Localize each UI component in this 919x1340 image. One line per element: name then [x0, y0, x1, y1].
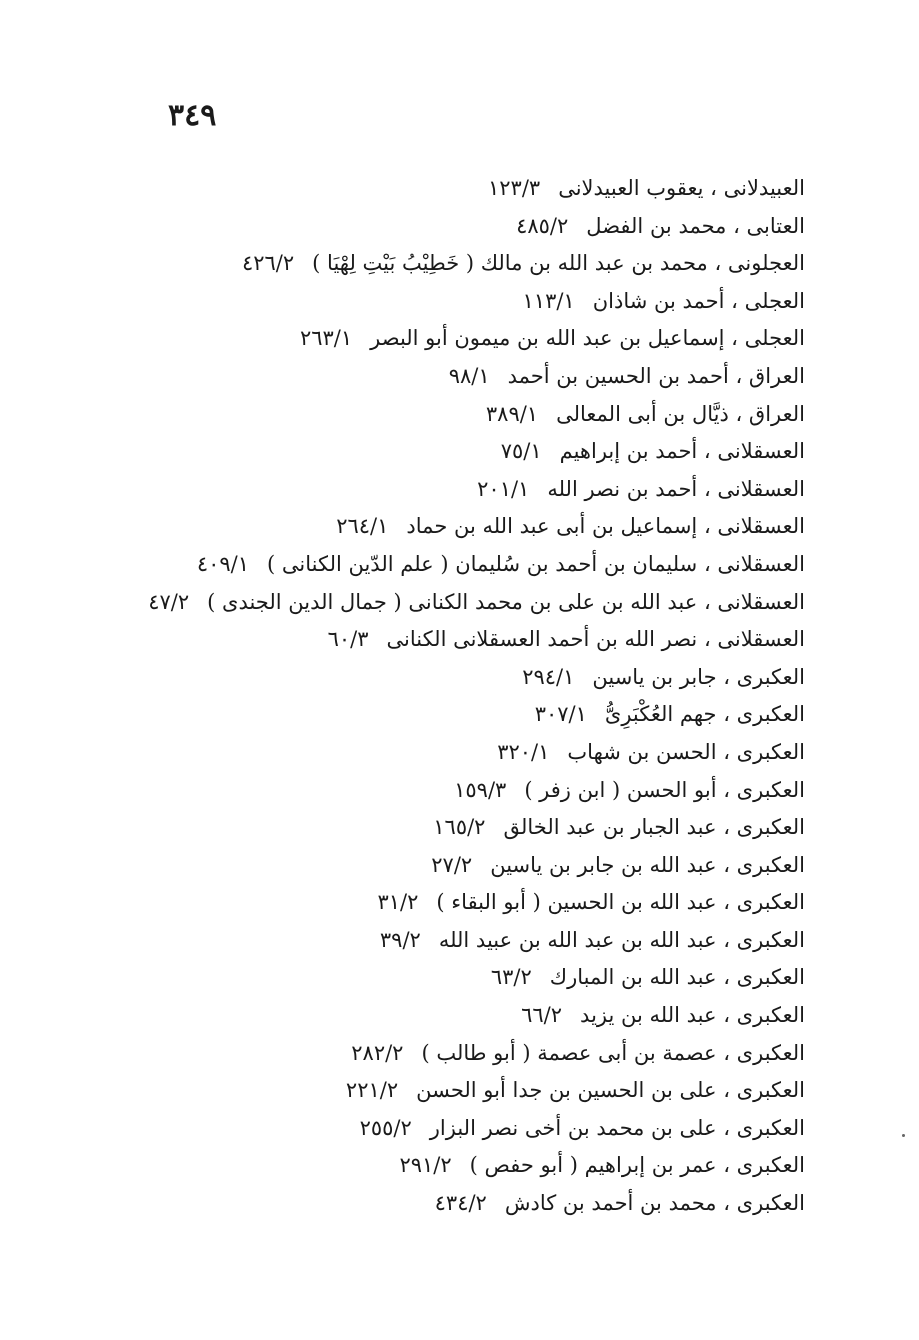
index-entry [65, 508, 805, 546]
entry-name: العكبرى ، عبد الجبار بن عبد الخالق [503, 815, 805, 840]
index-entry [65, 208, 805, 246]
entry-reference: ٢٦٤/١ [336, 514, 389, 539]
entry-name: العكبرى ، عمر بن إبراهيم ( أبو حفص ) [469, 1153, 805, 1178]
entry-reference: ٧٥/١ [500, 439, 542, 464]
index-entry [65, 772, 805, 810]
entry-name: العكبرى ، عبد الله بن يزيد [580, 1003, 805, 1028]
entry-name: العجلى ، إسماعيل بن عبد الله بن ميمون أبو البصر [370, 326, 805, 351]
index-entry [65, 847, 805, 885]
entry-name: العسقلانى ، أحمد بن نصر الله [547, 476, 805, 501]
index-entry [65, 997, 805, 1035]
index-entry [65, 170, 805, 208]
entry-reference: ٢٥٥/٢ [359, 1115, 412, 1140]
entry-reference: ٢٧/٢ [431, 852, 473, 877]
entry-reference: ٢٢١/٢ [345, 1078, 399, 1103]
entry-reference: ٣٠٧/١ [534, 702, 587, 727]
entry-reference: ٢٩١/٢ [399, 1153, 452, 1178]
entry-reference: ٢٩٤/١ [522, 664, 575, 689]
entry-reference: ٣١/٢ [377, 890, 419, 915]
index-entry [65, 396, 805, 434]
entry-reference: ٦٠/٣ [327, 627, 369, 652]
entry-reference: ٣٩/٢ [379, 927, 421, 952]
index-entry [65, 358, 805, 396]
index-entry [65, 1185, 805, 1223]
entry-reference: ٣٨٩/١ [485, 401, 539, 426]
index-entry [65, 1110, 805, 1148]
entry-name: العسقلانى ، سليمان بن أحمد بن سُليمان ( علم الدّين الكنانى ) [267, 551, 805, 576]
index-entry [65, 1035, 805, 1073]
entry-name: العكبرى ، عبد الله بن جابر بن ياسين [490, 852, 805, 877]
entry-name: العبيدلانى ، يعقوب العبيدلانى [558, 176, 805, 200]
entry-reference: ١٢٣/٣ [488, 176, 541, 200]
index-entry-list [65, 170, 805, 1223]
entry-reference: ٤٣٤/٢ [434, 1191, 487, 1216]
entry-name: العكبرى ، عبد الله بن عبد الله بن عبيد الله [438, 927, 805, 952]
entry-name: العكبرى ، عصمة بن أبى عصمة ( أبو طالب ) [421, 1040, 805, 1065]
entry-name: العسقلانى ، عبد الله بن على بن محمد الكنانى ( جمال الدين الجندى ) [207, 589, 805, 614]
index-entry [65, 696, 805, 734]
entry-name: العكبرى ، أبو الحسن ( ابن زفر ) [524, 777, 805, 802]
entry-name: العكبرى ، جهم العُكْبَرِىُّ [604, 702, 805, 727]
entry-name: العسقلانى ، نصر الله بن أحمد العسقلانى الكنانى [386, 627, 805, 652]
entry-name: العكبرى ، جابر بن ياسين [592, 664, 805, 689]
entry-name: العكبرى ، عبد الله بن الحسين ( أبو البقاء ) [436, 890, 805, 915]
entry-reference: ٤٠٩/١ [196, 551, 250, 576]
entry-reference: ٤٨٥/٢ [516, 213, 569, 238]
index-entry [65, 1147, 805, 1185]
entry-name: العكبرى ، على بن محمد بن أخى نصر البزار [429, 1115, 805, 1140]
entry-reference: ١١٣/١ [522, 288, 575, 313]
entry-name: العسقلانى ، أحمد بن إبراهيم [559, 439, 805, 464]
entry-name: العكبرى ، على بن الحسين بن جدا أبو الحسن [416, 1078, 805, 1103]
entry-reference: ١٦٥/٢ [433, 815, 486, 840]
entry-name: العكبرى ، الحسن بن شهاب [567, 739, 805, 764]
entry-reference: ٦٣/٢ [490, 965, 532, 990]
index-entry [65, 471, 805, 509]
index-entry [65, 584, 805, 622]
entry-reference: ٤٧/٢ [148, 589, 190, 614]
page-number: ٣٤٩ [168, 98, 217, 133]
entry-name: العكبرى ، محمد بن أحمد بن كادش [504, 1191, 805, 1216]
entry-name: العراق ، أحمد بن الحسين بن أحمد [507, 363, 805, 388]
entry-reference: ٢٦٣/١ [299, 326, 353, 351]
entry-name: العكبرى ، عبد الله بن المبارك [549, 965, 805, 990]
index-entry [65, 959, 805, 997]
index-entry [65, 922, 805, 960]
scan-speck [902, 1134, 905, 1137]
index-entry [65, 320, 805, 358]
index-entry [65, 546, 805, 584]
entry-reference: ٣٢٠/١ [497, 739, 550, 764]
index-entry [65, 1072, 805, 1110]
entry-reference: ٢٨٢/٢ [351, 1040, 404, 1065]
index-entry [65, 734, 805, 772]
index-entry [65, 621, 805, 659]
entry-name: العجلونى ، محمد بن عبد الله بن مالك ( خَطِيْبُ بَيْتِ لِهْيَا ) [312, 251, 805, 276]
index-entry [65, 659, 805, 697]
entry-name: العجلى ، أحمد بن شاذان [592, 288, 805, 313]
entry-reference: ١٥٩/٣ [454, 777, 507, 802]
entry-name: العراق ، ذيَّال بن أبى المعالى [556, 401, 805, 426]
entry-reference: ٢٠١/١ [477, 476, 530, 501]
index-entry [65, 884, 805, 922]
entry-name: العسقلانى ، إسماعيل بن أبى عبد الله بن حماد [406, 514, 805, 539]
entry-name: العتابى ، محمد بن الفضل [586, 213, 805, 238]
index-entry [65, 809, 805, 847]
entry-reference: ٩٨/١ [448, 363, 490, 388]
index-entry [65, 245, 805, 283]
entry-reference: ٤٢٦/٢ [241, 251, 295, 276]
index-entry [65, 283, 805, 321]
entry-reference: ٦٦/٢ [521, 1003, 563, 1028]
index-entry [65, 433, 805, 471]
